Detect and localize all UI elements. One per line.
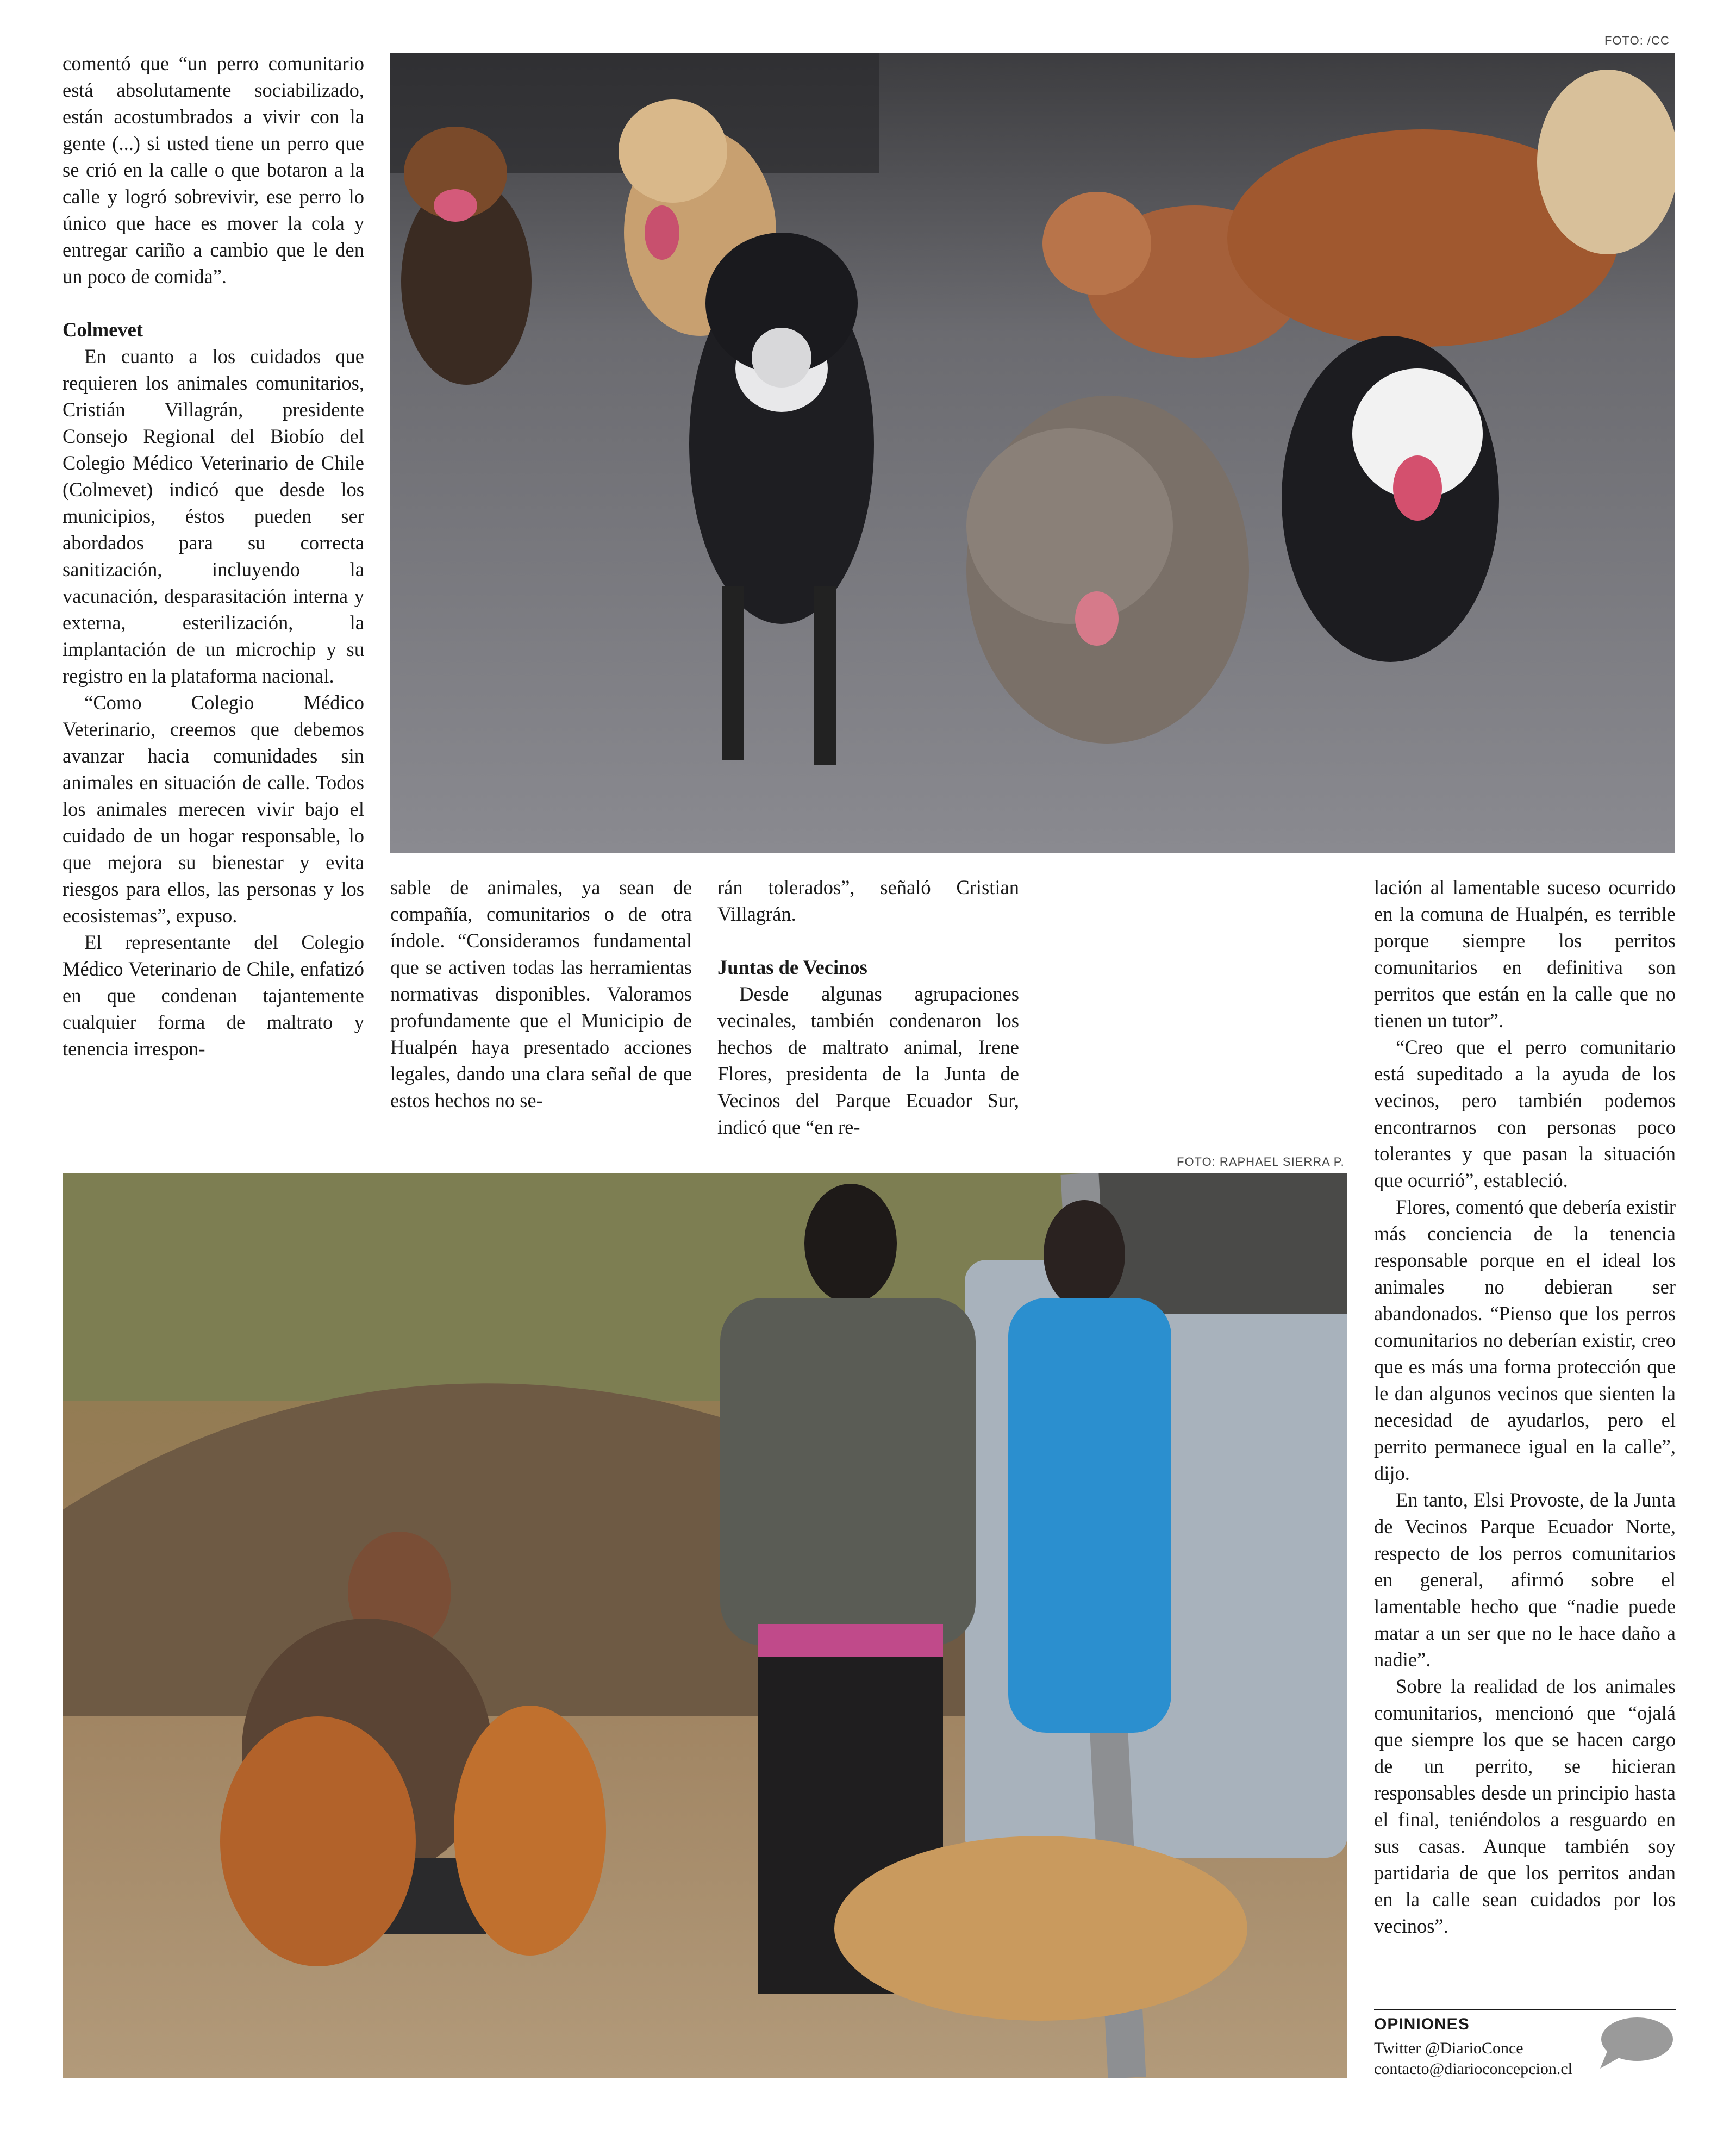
article-paragraph: El representante del Colegio Médico Veterinario de Chile, enfatizó en que condenan tajantemente cualquier forma de maltrato y tenencia irrespon- [63,931,364,1060]
photo-credit-top: FOTO: /CC [1604,34,1670,47]
dog-shape [834,1836,1247,2021]
article-paragraph: comentó que “un perro comunitario está absolutamente sociabilizado, están acostumbrados a vivir con la gente (...) si usted tiene un perro que se crió en la calle o que botaron a la calle y logró sobrevivir, ese perro lo único que hace es mover la cola y entregar cariño a cambio que le den un poco de comida”. [63,52,364,288]
article-column-5 [1374,874,1676,1939]
dog-shape [1537,70,1675,254]
article-paragraph: En tanto, Elsi Provoste, de la Junta de Vecinos Parque Ecuador Norte, respecto de los perros comunitarios en general, afirmó sobre el lamentable hecho que “nadie puede matar a un ser que no le hace daño a nadie”. [1374,1489,1676,1671]
article-paragraph: “Creo que el perro comunitario está supeditado a la ayuda de los vecinos, pero también podemos encontrarnos con personas poco tolerantes y que pasan la situación que ocurrió”, estableció. [1374,1036,1676,1191]
article-paragraph: Desde algunas agrupaciones vecinales, también condenaron los hechos de maltrato animal, Irene Flores, presidenta de la Junta de Vecinos del Parque Ecuador Sur, indicó que “en re- [717,983,1019,1138]
article-paragraph: lación al lamentable suceso ocurrido en la comuna de Hualpén, es terrible porque siempre los perritos comunitarios en definitiva son perritos que están en la calle que no tienen un tutor”. [1374,876,1676,1032]
article-paragraph: En cuanto a los cuidados que requieren los animales comunitarios, Cristián Villagrán, presidente Consejo Regional del Biobío del Colegio Médico Veterinario de Chile (Colmevet) indicó que desde los municipios, éstos pueden ser abordados para su correcta sanitización, incluyendo la vacunación, desparasitación interna y externa, esterilización, la implantación de un microchip y su registro en la plataforma nacional. [63,345,364,687]
article-paragraph: rán tolerados”, señaló Cristian Villagrán. [717,876,1019,925]
article-paragraph: sable de animales, ya sean de compañía, comunitarios o de otra índole. “Consideramos fundamental que se activen todas las herramientas normativas disponibles. Valoramos profundamente que el Municipio de Hualpén haya presentado acciones legales, dando una clara señal de que estos hechos no se- [390,876,692,1111]
article-paragraph: Flores, comentó que debería existir más conciencia de la tenencia responsable porque en el ideal los animales no debieran ser abandonados. “Pienso que los perros comunitarios no deberían existir, creo que es más una forma protección que le dan algunos vecinos que sienten la necesidad de ayudarlos, pero el perrito permanece igual en la calle”, dijo. [1374,1196,1676,1484]
footer-email[interactable]: contacto@diarioconcepcion.cl [1374,2060,1572,2078]
article-column-2 [390,874,692,1114]
dog-shape [454,1706,606,1956]
dog-shape [966,396,1249,744]
article-paragraph: “Como Colegio Médico Veterinario, creemos que debemos avanzar hacia comunidades sin animales en situación de calle. Todos los animales merecen vivir bajo el cuidado de un hogar responsable, lo que mejora su bienestar y evita riesgos para ellos, las personas y los ecosistemas”, expuso. [63,691,364,927]
footer-twitter[interactable]: Twitter @DiarioConce [1374,2039,1523,2057]
photo-people-with-dogs [63,1173,1347,2078]
speech-bubble-icon [1598,2016,1674,2071]
article-paragraph: Sobre la realidad de los animales comunitarios, mencionó que “ojalá que siempre los que se hacen cargo de un perrito, se hicieran responsables desde un principio hasta el final, teniéndolos a resguardo en sus casas. Aunque también soy partidaria de que los perritos andan en la calle sean cuidados por los vecinos”. [1374,1675,1676,1937]
footer-rule [1374,2009,1676,2010]
photo-stray-dogs [390,53,1675,853]
article-column-3 [717,874,1019,1140]
section-heading-colmevet: Colmevet [63,318,143,341]
photo-credit-bottom: FOTO: RAPHAEL SIERRA P. [1177,1155,1345,1169]
section-heading-juntas: Juntas de Vecinos [717,956,867,978]
article-column-1 [63,50,364,1062]
dog-shape [220,1716,416,1966]
dog-shape [1282,336,1499,662]
footer-title: OPINIONES [1374,2015,1470,2033]
